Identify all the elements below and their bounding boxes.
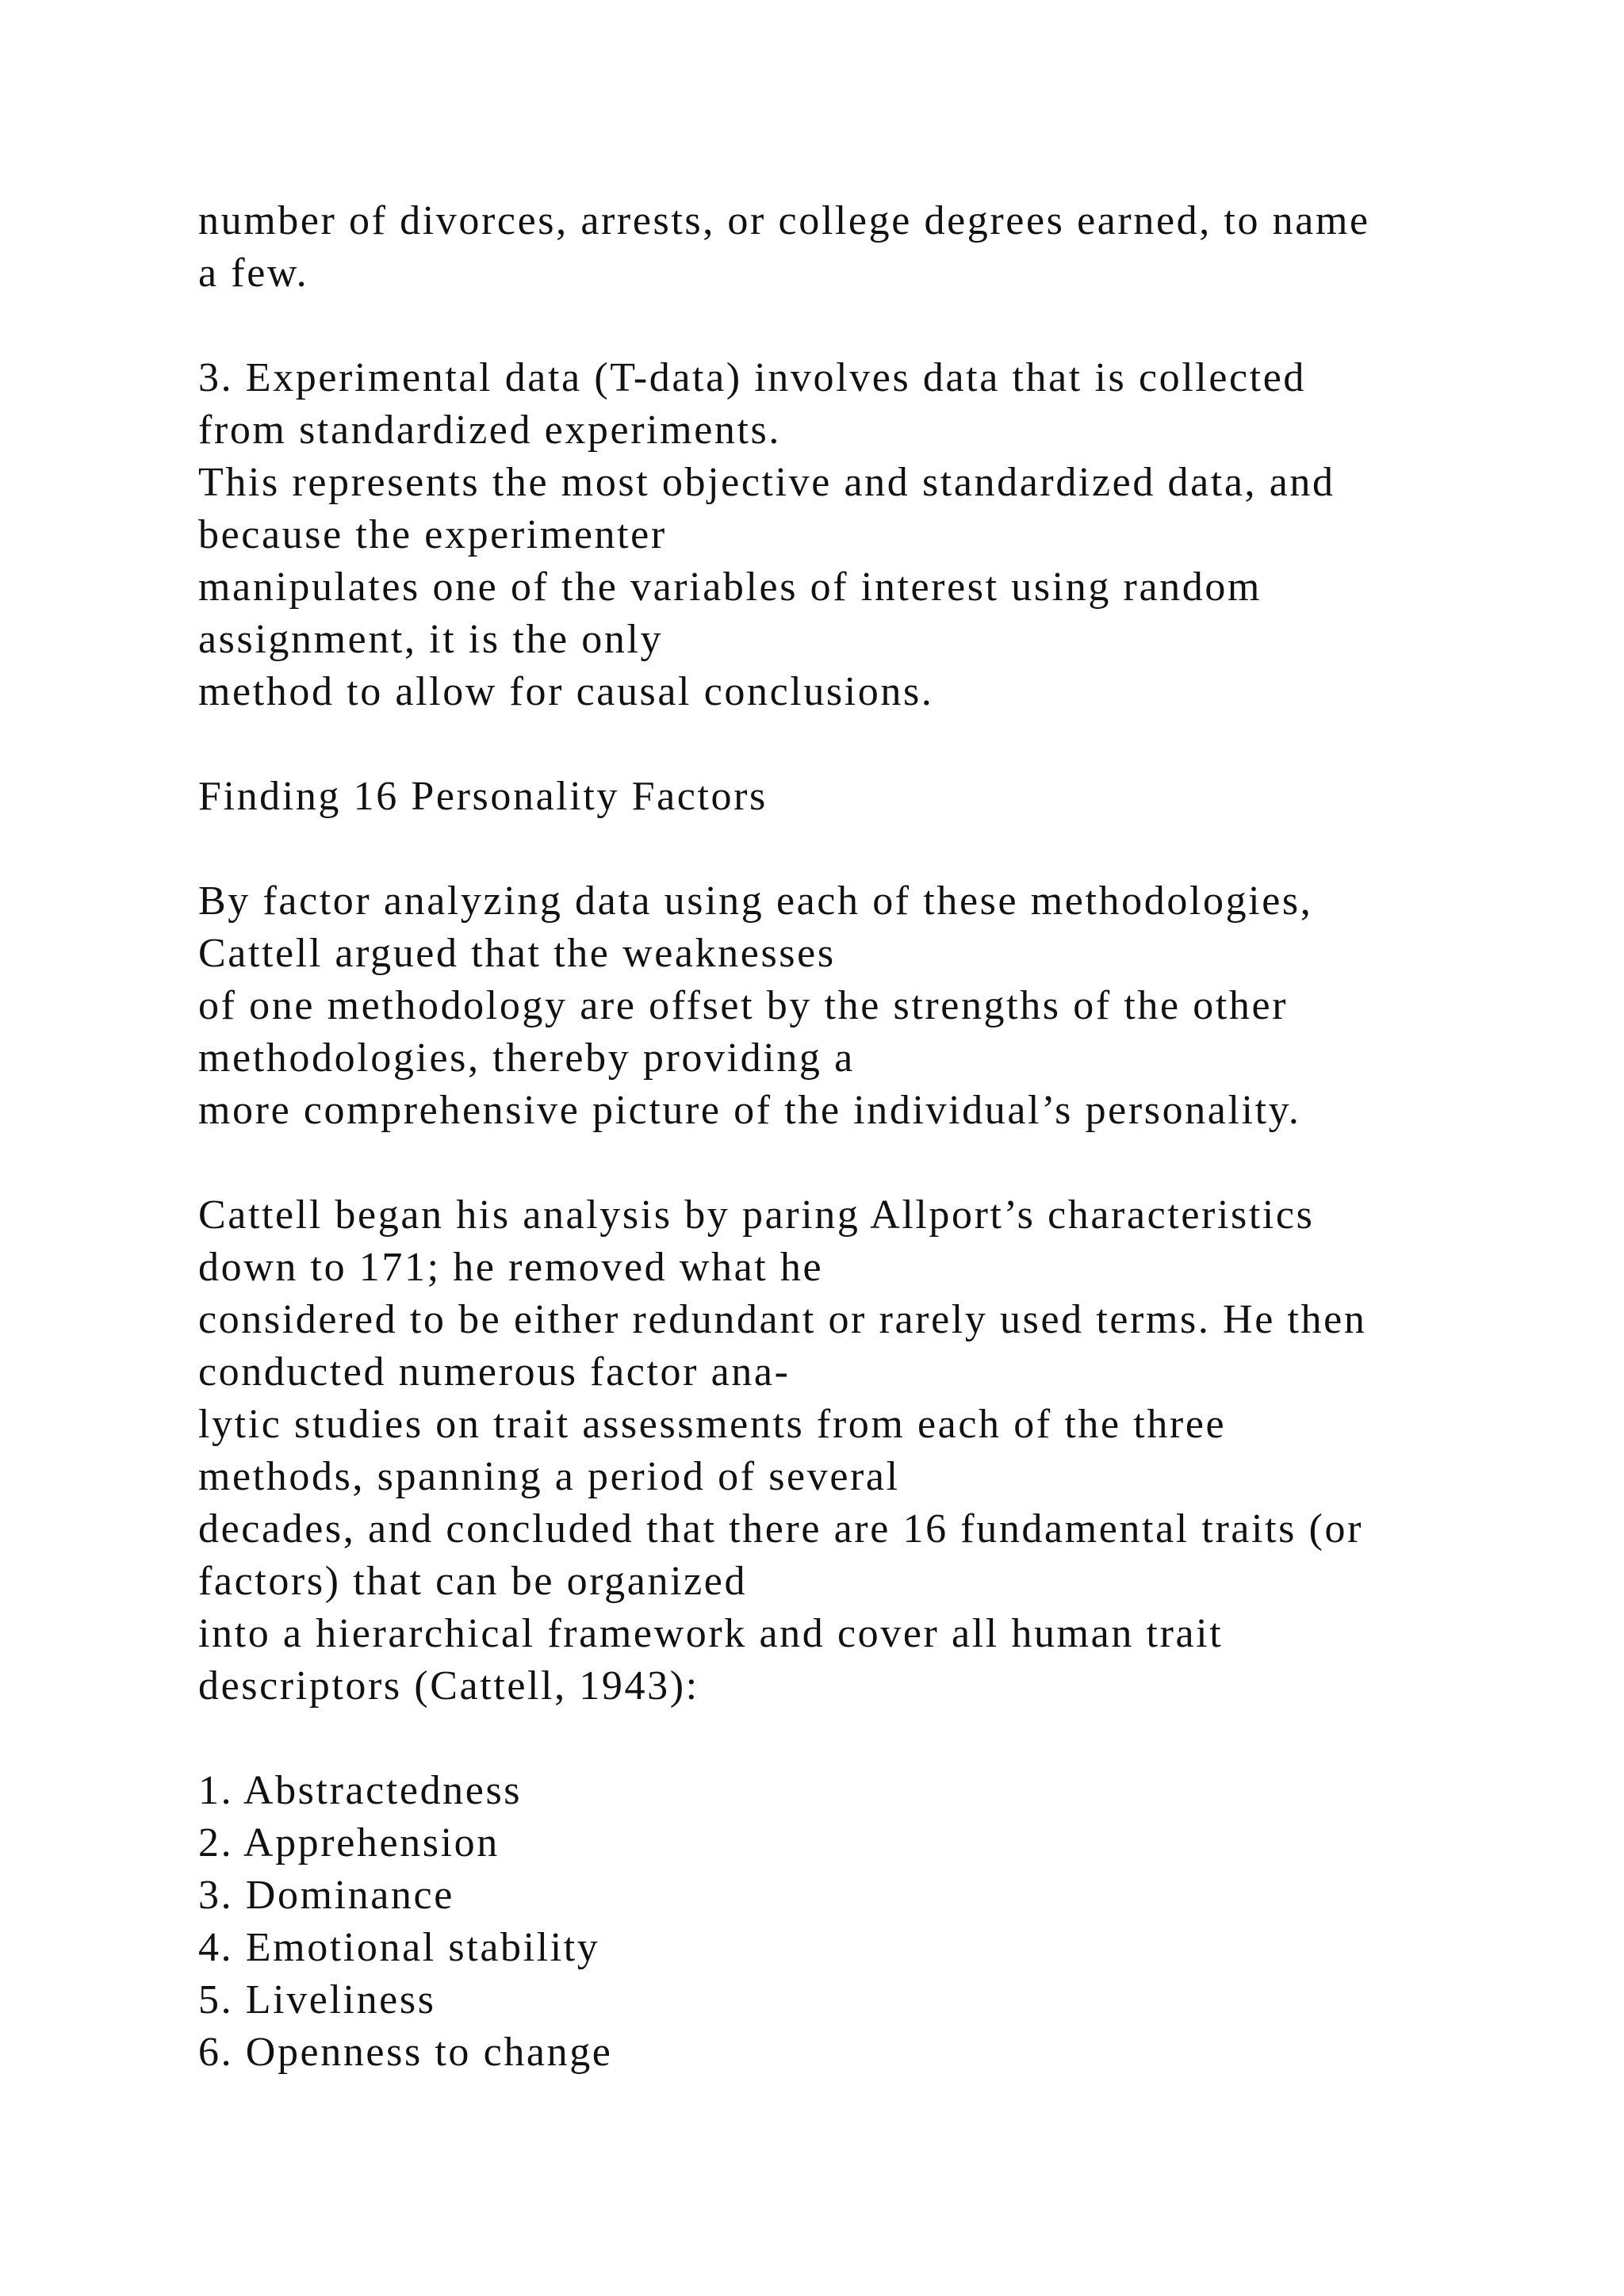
paragraph1-line: By factor analyzing data using each of these methodologies, — [198, 878, 1313, 924]
paragraph2-line: into a hierarchical framework and cover all human trait — [198, 1611, 1224, 1656]
paragraph-spacer — [198, 718, 1546, 771]
intro-line: a few. — [198, 251, 309, 296]
item3-line: method to allow for causal conclusions. — [198, 669, 934, 714]
paragraph2-line: descriptors (Cattell, 1943): — [198, 1663, 699, 1709]
list-item: 2. Apprehension — [198, 1820, 500, 1866]
paragraph2-line: methods, spanning a period of several — [198, 1454, 900, 1499]
list-item: 1. Abstractedness — [198, 1768, 523, 1813]
paragraph1-line: of one methodology are offset by the strengths of the other — [198, 983, 1289, 1028]
item3-line: manipulates one of the variables of interest using random — [198, 564, 1262, 610]
paragraph1-line: more comprehensive picture of the individual’s personality. — [198, 1088, 1301, 1133]
paragraph-spacer — [198, 823, 1546, 875]
paragraph1-line: Cattell argued that the weaknesses — [198, 931, 836, 976]
paragraph2-line: down to 171; he removed what he — [198, 1245, 824, 1290]
paragraph2-line: considered to be either redundant or rarely used terms. He then — [198, 1297, 1367, 1342]
paragraph1-line: methodologies, thereby providing a — [198, 1035, 855, 1081]
intro-line: number of divorces, arrests, or college degrees earned, to name — [198, 198, 1370, 243]
paragraph-spacer — [198, 1137, 1546, 1189]
list-item: 5. Liveliness — [198, 1977, 436, 2022]
item3-line: from standardized experiments. — [198, 408, 781, 453]
item3-line: assignment, it is the only — [198, 617, 664, 662]
list-item: 3. Dominance — [198, 1873, 454, 1918]
paragraph2-line: factors) that can be organized — [198, 1559, 748, 1604]
paragraph2-line: lytic studies on trait assessments from each of the three — [198, 1402, 1227, 1447]
section-heading: Finding 16 Personality Factors — [198, 774, 768, 819]
paragraph-spacer — [198, 300, 1546, 352]
item3-line: 3. Experimental data (T-data) involves data that is collected — [198, 355, 1307, 400]
list-item: 4. Emotional stability — [198, 1925, 600, 1970]
paragraph2-line: conducted numerous factor ana- — [198, 1349, 791, 1395]
item3-line: because the experimenter — [198, 512, 667, 557]
paragraph2-line: decades, and concluded that there are 16 fundamental traits (or — [198, 1506, 1364, 1552]
document-text — [198, 195, 1546, 2079]
item3-line: This represents the most objective and standardized data, and — [198, 460, 1335, 505]
list-item: 6. Openness to change — [198, 2030, 613, 2075]
paragraph2-line: Cattell began his analysis by paring Allport’s characteristics — [198, 1192, 1315, 1238]
paragraph-spacer — [198, 1712, 1546, 1765]
